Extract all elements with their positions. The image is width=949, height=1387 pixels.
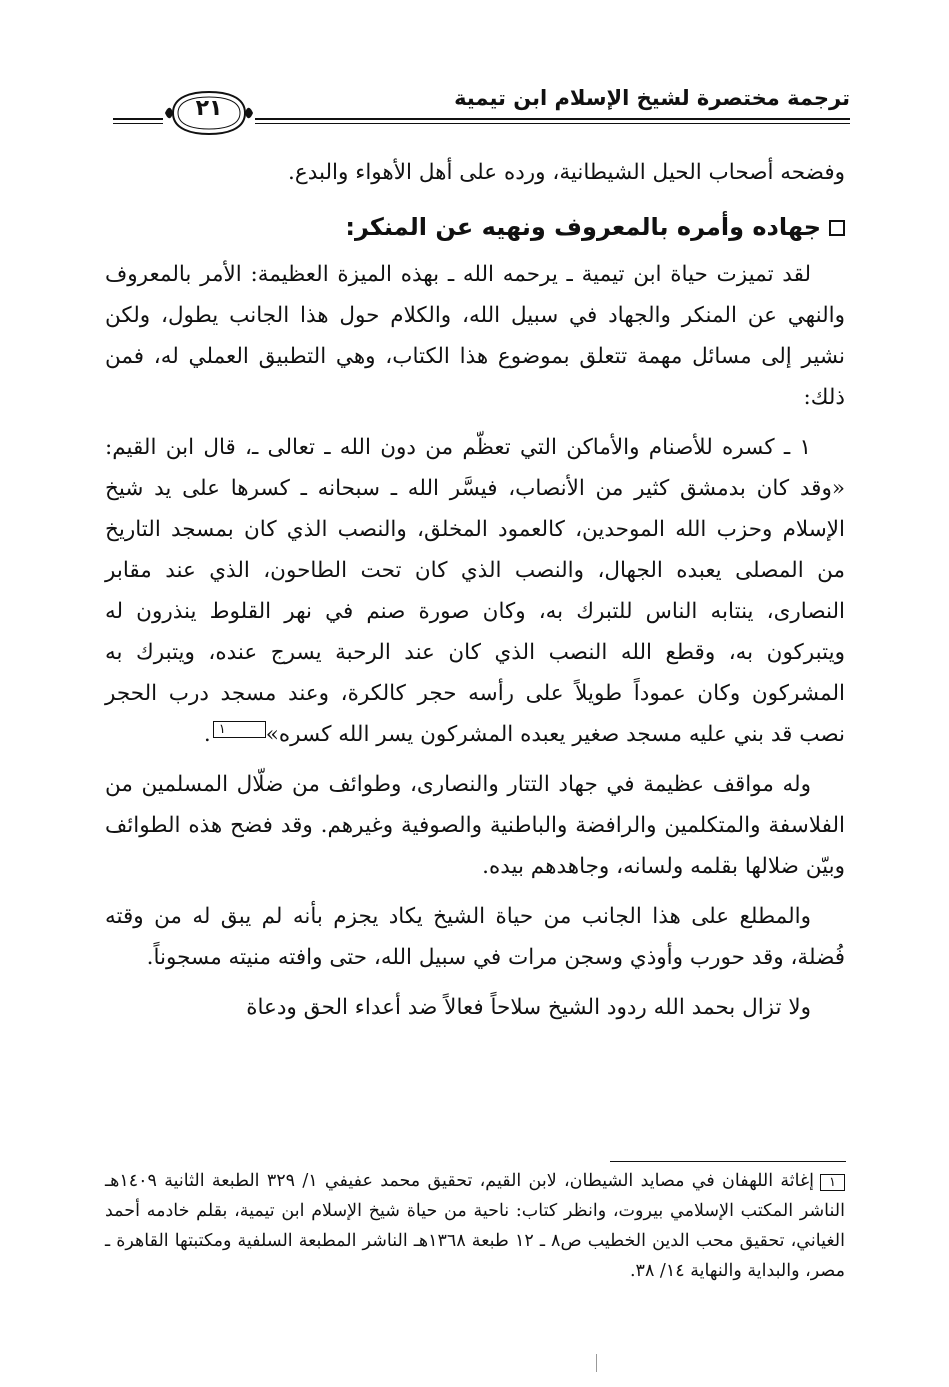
paragraph-intro: لقد تميزت حياة ابن تيمية ـ يرحمه الله ـ بهذه الميزة العظيمة: الأمر بالمعروف والنهي عن المنكر والجهاد في سبيل الله، والكلام حول هذا الجانب يطول، ولكن نشير إلى مسائل مهمة تتعلق بموضوع هذا الكتاب، وهي التطبيق العملي له، فمن ذلك: [105, 262, 845, 410]
footnote-text: إغاثة اللهفان في مصايد الشيطان، لابن القيم، تحقيق محمد عفيفي ١/ ٣٢٩ الطبعة الثانية ١٤٠٩هـ الناشر المكتب الإسلامي بيروت، وانظر كتاب: ناحية من حياة شيخ الإسلام ابن تيمية، بقلم خادمه أحمد الغياني، تحقيق محب الدين الخطيب ص٨ ـ ١٢ طبعة ١٣٦٨هـ الناشر المطبعة السلفية ومكتبتها القاهرة ـ مصر، والبداية والنهاية ١٤/ ٣٨. [105, 1171, 845, 1281]
paragraph-idols [105, 427, 845, 755]
page-number: ٢١ [195, 96, 223, 121]
footnote-marker: ١ [820, 1174, 845, 1191]
page-header [105, 78, 850, 138]
footnotes [105, 1166, 845, 1286]
page-number-badge [163, 88, 255, 138]
main-text [105, 152, 845, 1037]
header-rule [255, 118, 850, 124]
footnote-separator [610, 1161, 846, 1162]
paragraph-jihad: وله مواقف عظيمة في جهاد التتار والنصارى، وطوائف من ضلّال المسلمين من الفلاسفة والمتكلمين والرافضة والباطنية والصوفية وغيرهم. وقد فضح هذه الطوائف وبيّن ضلالها بقلمه ولسانه، وجاهدهم بيده. [105, 772, 845, 879]
section-heading-text: جهاده وأمره بالمعروف ونهيه عن المنكر: [345, 213, 821, 241]
running-title: ترجمة مختصرة لشيخ الإسلام ابن تيمية [454, 86, 850, 110]
scan-mark [596, 1354, 599, 1372]
paragraph-observer: والمطلع على هذا الجانب من حياة الشيخ يكاد يجزم بأنه لم يبق له من وقته فُضلة، وقد حورب وأوذي وسجن مرات في سبيل الله، حتى وافته منيته مسجوناً. [105, 904, 845, 970]
paragraph-continuation: وفضحه أصحاب الحيل الشيطانية، ورده على أهل الأهواء والبدع. [288, 160, 845, 185]
square-bullet-icon [829, 220, 845, 236]
header-rule-left [113, 118, 163, 124]
footnote-reference[interactable]: ١ [213, 721, 266, 738]
paragraph-idols-text: ١ ـ كسره للأصنام والأماكن التي تعظّم من دون الله ـ تعالى ـ، قال ابن القيم: «وقد كان بدمشق كثير من الأنصاب، فيسَّر الله ـ سبحانه ـ كسرها على يد شيخ الإسلام وحزب الله الموحدين، كالعمود المخلق، والنصب الذي كان بمسجد التاريخ من المصلى يعبده الجهال، والنصب الذي كان تحت الطاحون، الذي عند مقابر النصارى، ينتابه الناس للتبرك به، وكان صورة صنم في نهر القلوط ينذرون له ويتبركون به، وقطع الله النصب الذي كان عند الرحبة يسرج عنده، ويتبرك به المشركون وكان عموداً طويلاً على رأسه حجر كالكرة، وعند مسجد درب الحجر نصب قد بني عليه مسجد صغير يعبده المشركون يسر الله كسره» [105, 435, 845, 747]
footnote-item [105, 1166, 845, 1286]
paragraph-refutations: ولا تزال بحمد الله ردود الشيخ سلاحاً فعالاً ضد أعداء الحق ودعاة [246, 995, 811, 1020]
section-heading [105, 207, 845, 248]
paragraph-idols-end: . [203, 722, 211, 747]
